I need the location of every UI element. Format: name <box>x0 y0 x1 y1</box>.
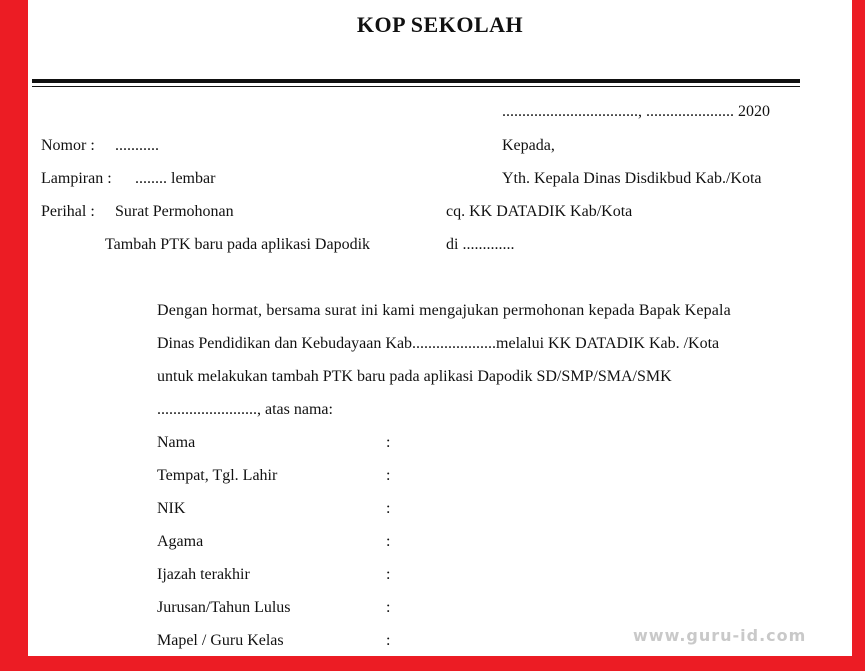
perihal-label: Perihal : <box>41 203 95 220</box>
field-colon: : <box>386 434 391 451</box>
field-label: Tempat, Tgl. Lahir <box>157 467 278 484</box>
nomor-label: Nomor : <box>41 137 95 154</box>
recipient-yth: Yth. Kepala Dinas Disdikbud Kab./Kota <box>502 170 762 187</box>
field-label: Jurusan/Tahun Lulus <box>157 599 291 616</box>
lampiran-value: ........ lembar <box>135 170 216 187</box>
watermark-text: www.guru-id.com <box>633 626 807 645</box>
field-label: Ijazah terakhir <box>157 566 250 583</box>
perihal-value-line-2: Tambah PTK baru pada aplikasi Dapodik <box>105 236 371 253</box>
letterhead-title: KOP SEKOLAH <box>356 12 524 37</box>
field-colon: : <box>386 632 391 649</box>
date-line: .................................., ...................... 2020 <box>502 103 770 120</box>
field-colon: : <box>386 599 391 616</box>
body-paragraph-line-2: Dinas Pendidikan dan Kebudayaan Kab.....................melalui KK DATADIK Kab. /Kota <box>157 335 720 352</box>
recipient-kepada: Kepada, <box>502 137 555 154</box>
field-colon: : <box>386 533 391 550</box>
field-label: NIK <box>157 500 186 517</box>
letterhead-rule-thick <box>32 79 800 83</box>
body-paragraph-line-1: Dengan hormat, bersama surat ini kami mengajukan permohonan kepada Bapak Kepala <box>157 302 731 319</box>
body-paragraph-line-3: untuk melakukan tambah PTK baru pada aplikasi Dapodik SD/SMP/SMA/SMK <box>157 368 672 385</box>
recipient-di: di ............. <box>446 236 515 253</box>
letter-page <box>28 0 852 656</box>
nomor-value: ........... <box>115 137 159 154</box>
lampiran-label: Lampiran : <box>41 170 112 187</box>
letterhead-rule-thin <box>32 86 800 87</box>
field-colon: : <box>386 467 391 484</box>
field-label: Agama <box>157 533 204 550</box>
recipient-cq: cq. KK DATADIK Kab/Kota <box>446 203 633 220</box>
field-label: Nama <box>157 434 196 451</box>
body-paragraph-line-4: ........................., atas nama: <box>157 401 333 418</box>
field-label: Mapel / Guru Kelas <box>157 632 284 649</box>
field-colon: : <box>386 500 391 517</box>
field-colon: : <box>386 566 391 583</box>
perihal-value-line-1: Surat Permohonan <box>115 203 234 220</box>
